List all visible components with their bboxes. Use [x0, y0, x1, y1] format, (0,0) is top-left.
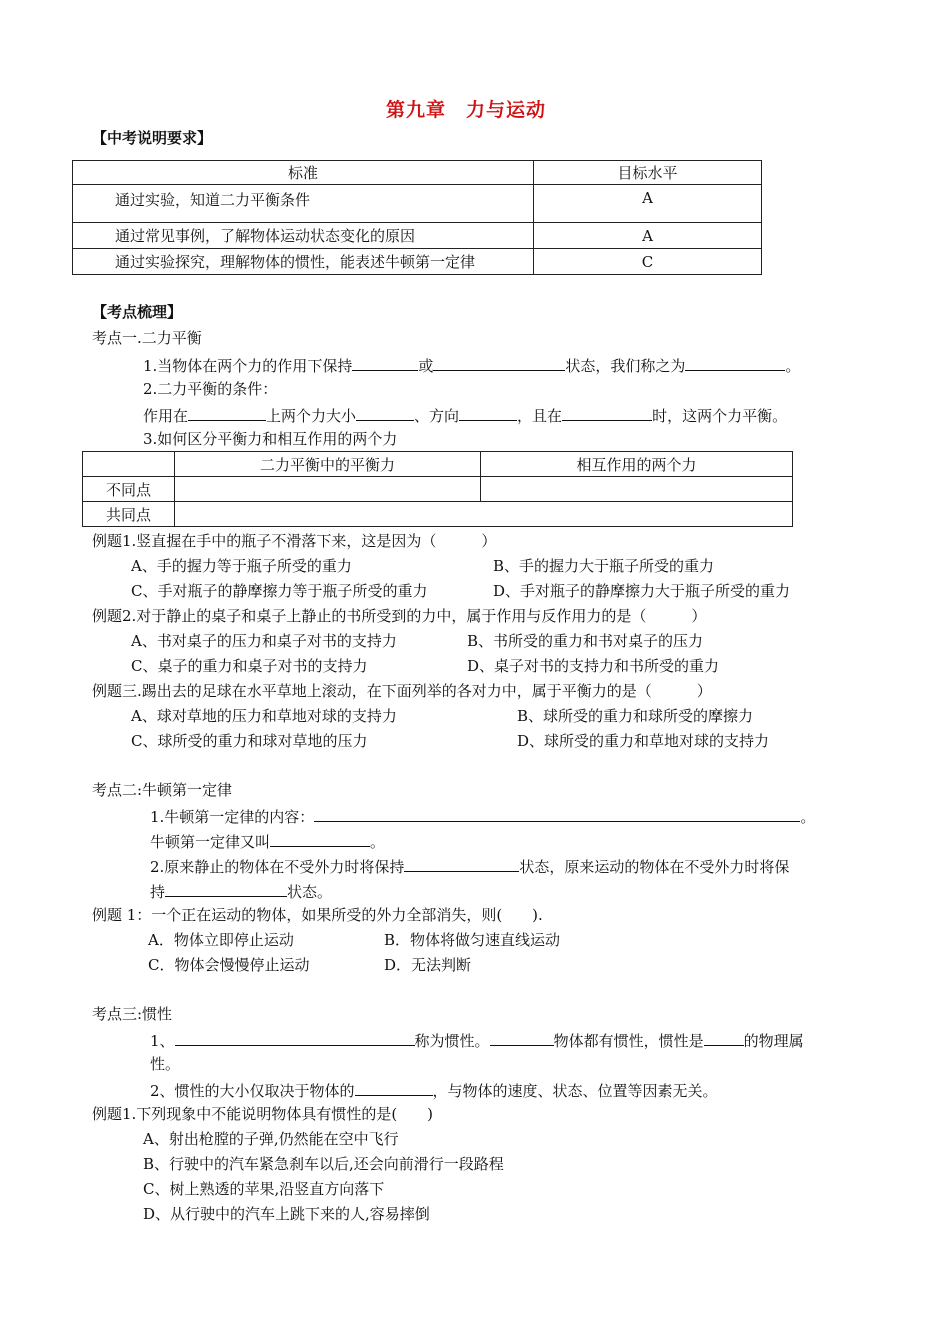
table-corner-cell [83, 452, 175, 477]
point1-q1: 1.当物体在两个力的作用下保持 或 状态，我们称之为 。 [143, 354, 800, 376]
blank-field[interactable] [355, 1079, 433, 1096]
point3-title: 考点三:惯性 [92, 1005, 173, 1023]
option-b: B、行驶中的汽车紧急刹车以后,还会向前滑行一段路程 [143, 1155, 504, 1173]
point3-q1-cont: 性。 [150, 1055, 181, 1073]
point3-q2: 2、惯性的大小仅取决于物体的 ，与物体的速度、状态、位置等因素无关。 [150, 1079, 718, 1101]
blank-field[interactable] [562, 404, 652, 421]
table-cell-level: A [534, 223, 762, 249]
option-d: D、桌子对书的支持力和书所受的重力 [467, 657, 720, 675]
option-a: A．物体立即停止运动 [148, 931, 294, 949]
point2-q1: 1.牛顿第一定律的内容： 。 [150, 805, 815, 827]
option-a: A、手的握力等于瓶子所受的重力 [131, 557, 352, 575]
page-title: 第九章 力与运动 [386, 99, 547, 121]
option-b: B、手的握力大于瓶子所受的重力 [493, 557, 715, 575]
example-question: 例题1.竖直握在手中的瓶子不滑落下来，这是因为（ ） [92, 532, 497, 550]
option-d: D、从行驶中的汽车上跳下来的人,容易摔倒 [143, 1205, 430, 1223]
example-question: 例题三.踢出去的足球在水平草地上滚动，在下面列举的各对力中，属于平衡力的是（ ） [92, 682, 712, 700]
option-c: C、桌子的重力和桌子对书的支持力 [131, 657, 368, 675]
example-question: 例题2.对于静止的桌子和桌子上静止的书所受到的力中，属于作用与反作用力的是（ ） [92, 607, 707, 625]
example-question: 例题 1：一个正在运动的物体，如果所受的外力全部消失，则( ). [92, 906, 543, 924]
table-cell-level: A [534, 185, 762, 223]
col-header-standard: 标准 [73, 161, 534, 185]
blank-field[interactable] [314, 805, 800, 822]
table-cell-level: C [534, 249, 762, 275]
col-header-mutual: 相互作用的两个力 [481, 452, 793, 477]
blank-field[interactable] [175, 1029, 415, 1046]
option-d: D．无法判断 [384, 956, 472, 974]
option-a: A、球对草地的压力和草地对球的支持力 [131, 707, 397, 725]
requirements-heading: 【中考说明要求】 [92, 129, 213, 147]
blank-field[interactable] [270, 830, 370, 847]
table-cell-answer[interactable] [481, 477, 793, 502]
review-heading: 【考点梳理】 [92, 303, 183, 321]
option-d: D、球所受的重力和草地对球的支持力 [517, 732, 770, 750]
point2-q1b: 牛顿第一定律又叫 。 [150, 830, 385, 852]
blank-field[interactable] [356, 404, 414, 421]
table-cell-standard: 通过常见事例，了解物体运动状态变化的原因 [73, 223, 534, 249]
option-a: A、射出枪膛的子弹,仍然能在空中飞行 [143, 1130, 399, 1148]
blank-field[interactable] [685, 354, 785, 371]
blank-field[interactable] [188, 404, 266, 421]
table-cell-answer[interactable] [175, 502, 793, 527]
blank-field[interactable] [165, 880, 287, 897]
point3-q1: 1、 称为惯性。 物体都有惯性，惯性是 的物理属 [150, 1029, 804, 1051]
option-b: B．物体将做匀速直线运动 [384, 931, 561, 949]
option-b: B、书所受的重力和书对桌子的压力 [467, 632, 704, 650]
col-header-balanced: 二力平衡中的平衡力 [175, 452, 481, 477]
table-cell-answer[interactable] [175, 477, 481, 502]
compare-table [82, 451, 793, 527]
point2-q2-cont: 持 状态。 [150, 880, 332, 902]
point1-title: 考点一.二力平衡 [92, 329, 202, 347]
table-cell-standard: 通过实验，知道二力平衡条件 [73, 185, 534, 223]
point1-q2: 2.二力平衡的条件： [143, 380, 278, 398]
point2-q2: 2.原来静止的物体在不受外力时将保持 状态，原来运动的物体在不受外力时将保 [150, 855, 789, 877]
blank-field[interactable] [433, 354, 565, 371]
point2-title: 考点二:牛顿第一定律 [92, 781, 233, 799]
example-question: 例题1.下列现象中不能说明物体具有惯性的是( ) [92, 1105, 434, 1123]
blank-field[interactable] [404, 855, 519, 872]
blank-field[interactable] [352, 354, 418, 371]
table-cell-standard: 通过实验探究，理解物体的惯性，能表述牛顿第一定律 [73, 249, 534, 275]
row-header-differences: 不同点 [83, 477, 175, 502]
col-header-level: 目标水平 [534, 161, 762, 185]
blank-field[interactable] [490, 1029, 554, 1046]
option-c: C．物体会慢慢停止运动 [148, 956, 310, 974]
option-a: A、书对桌子的压力和桌子对书的支持力 [131, 632, 397, 650]
blank-field[interactable] [704, 1029, 744, 1046]
requirements-table [72, 160, 762, 275]
option-d: D、手对瓶子的静摩擦力大于瓶子所受的重力 [493, 582, 791, 600]
option-c: C、球所受的重力和球对草地的压力 [131, 732, 368, 750]
option-c: C、手对瓶子的静摩擦力等于瓶子所受的重力 [131, 582, 428, 600]
option-c: C、树上熟透的苹果,沿竖直方向落下 [143, 1180, 385, 1198]
point1-q2-line: 作用在 上两个力大小 、方向 ，且在 时，这两个力平衡。 [143, 404, 787, 426]
option-b: B、球所受的重力和球所受的摩擦力 [517, 707, 754, 725]
blank-field[interactable] [459, 404, 517, 421]
row-header-similarities: 共同点 [83, 502, 175, 527]
point1-q3: 3.如何区分平衡力和相互作用的两个力 [143, 430, 398, 448]
